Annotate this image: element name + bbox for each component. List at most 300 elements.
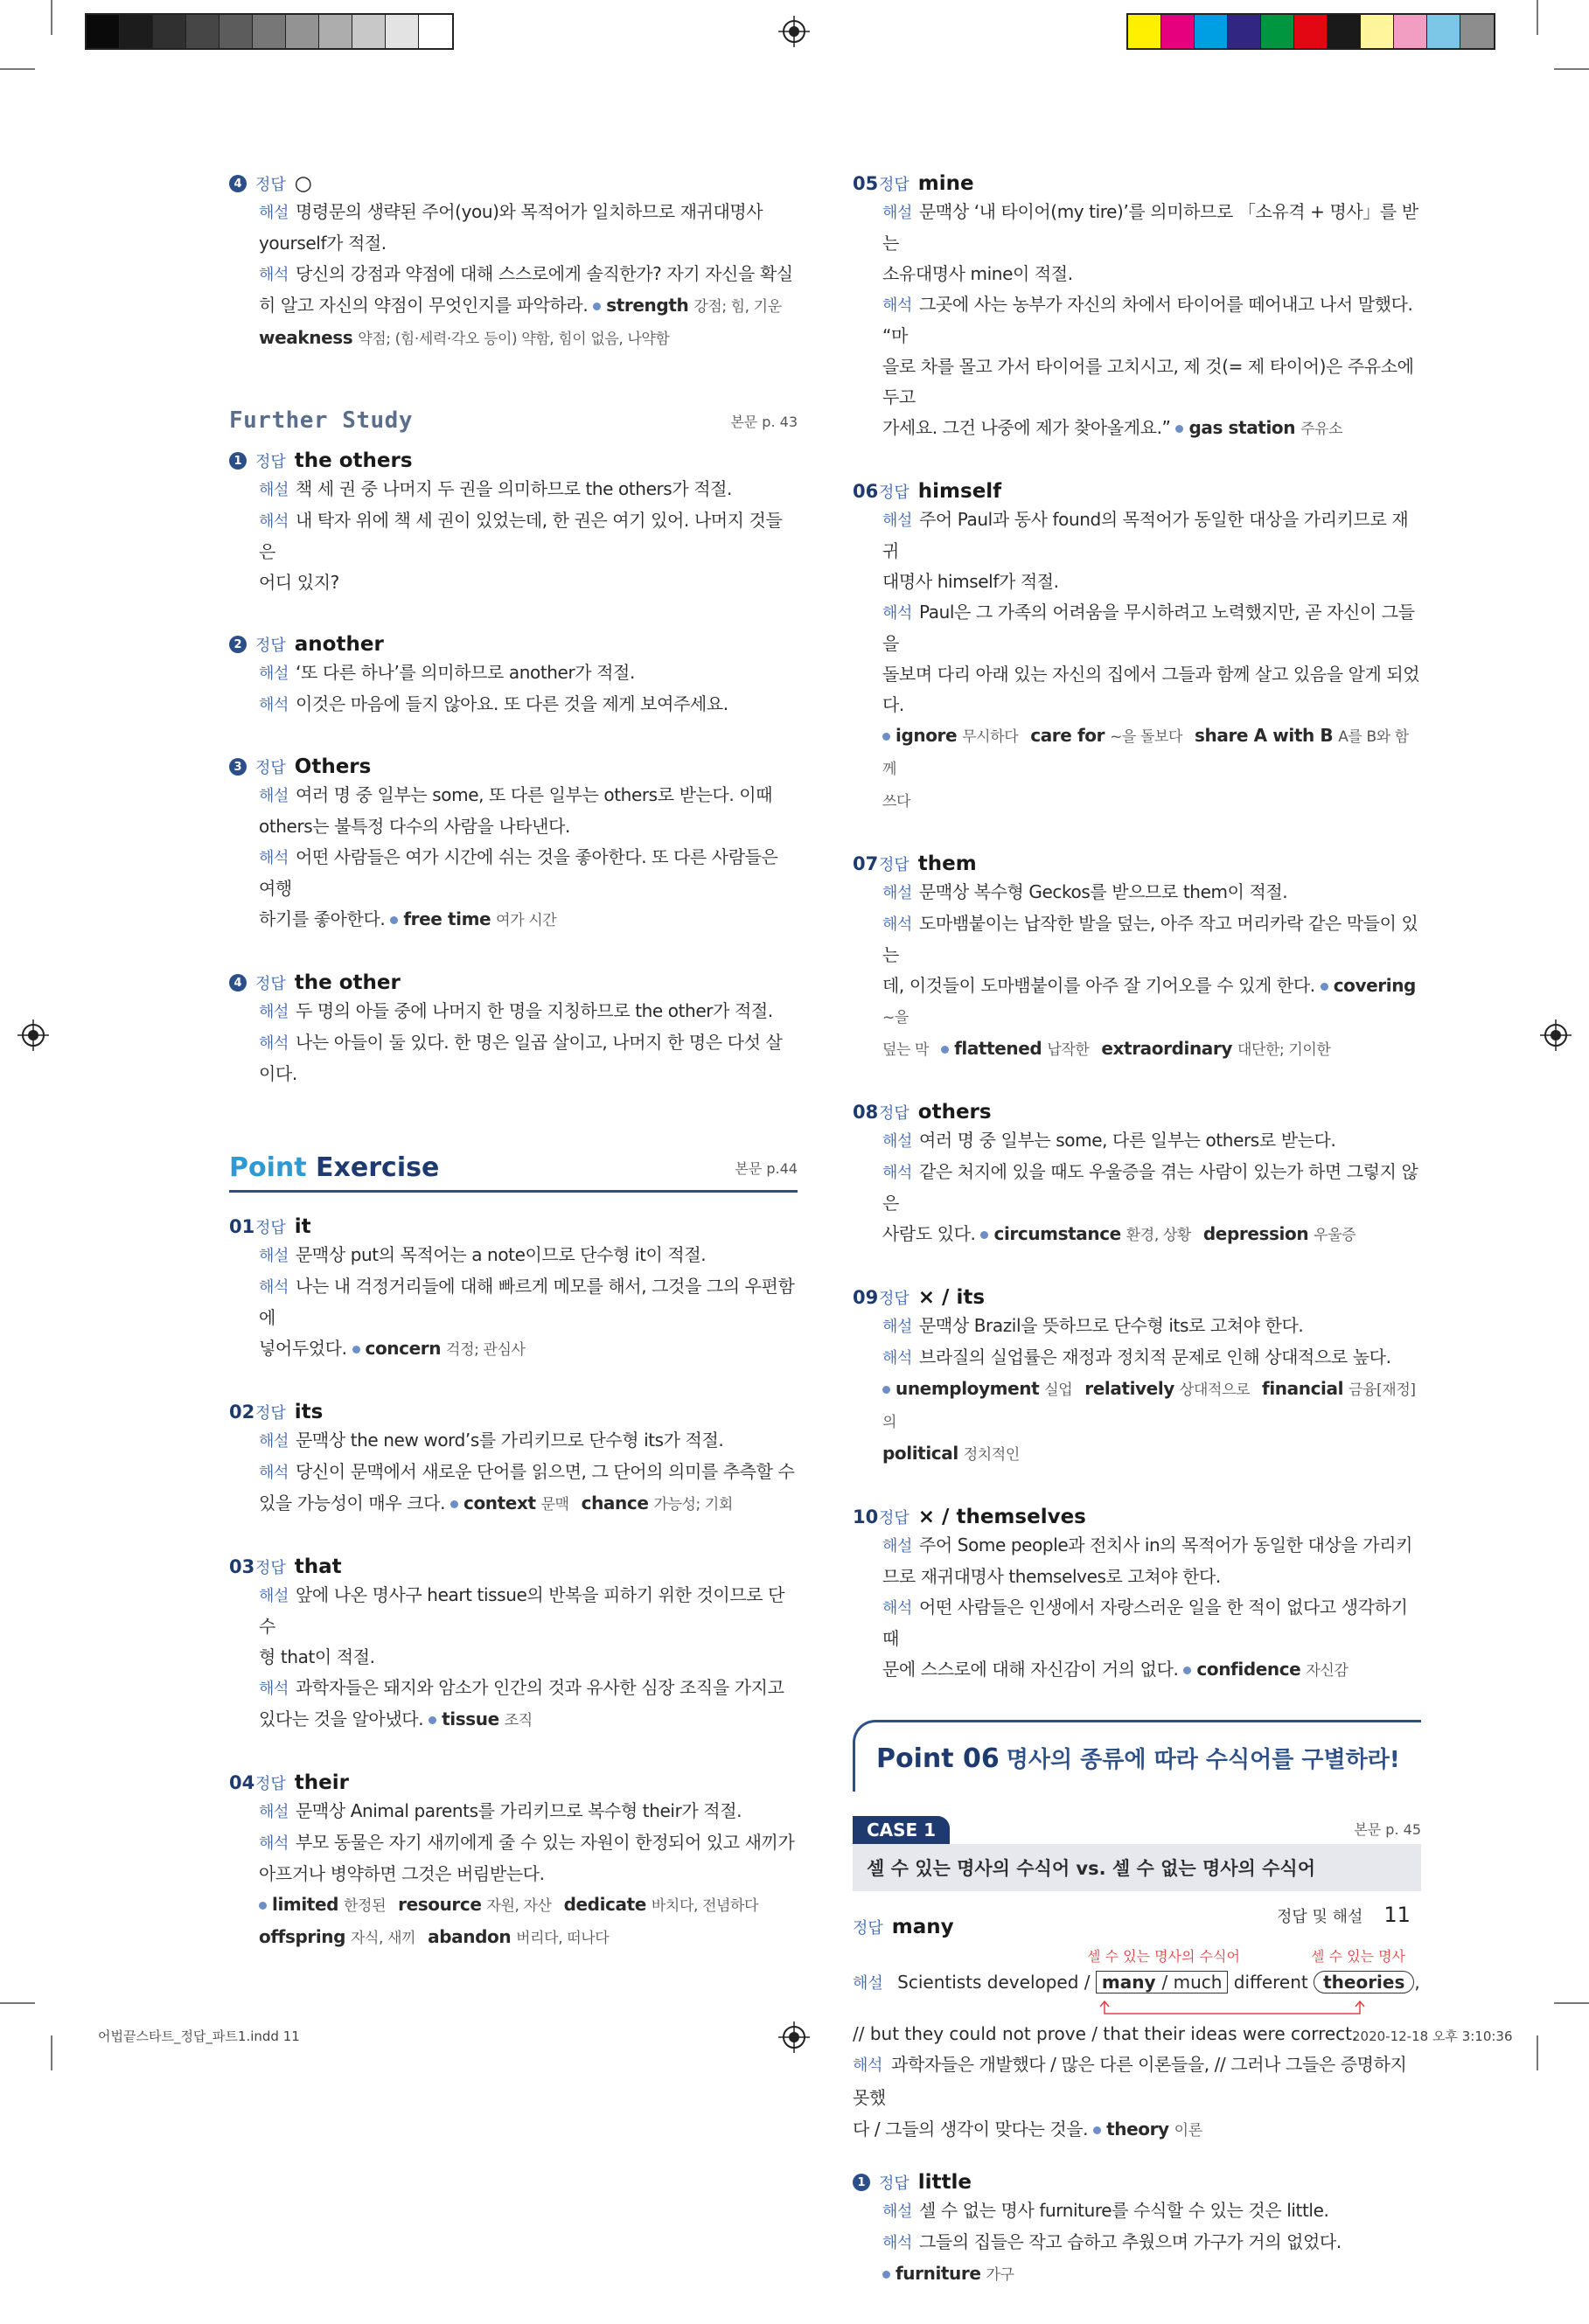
page-reference: 본문 p. 45	[1354, 1821, 1421, 1838]
line-label: 해설	[259, 481, 289, 499]
further-study-entries	[229, 448, 798, 1089]
answer-tag: 정답	[255, 1219, 286, 1237]
color-swatch	[1261, 15, 1294, 48]
vocab-meaning: 바치다, 전념하다	[651, 1897, 759, 1915]
answer-entry	[229, 970, 798, 1089]
vocab-word: extraordinary	[1101, 1038, 1232, 1059]
answer-entry	[229, 1554, 798, 1736]
vocab-meaning: 버리다, 떠나다	[516, 1930, 610, 1947]
answer-line	[229, 1399, 798, 1425]
bullet-icon	[941, 1046, 949, 1054]
line-text: 그들의 집들은 작고 습하고 추웠으며 가구가 거의 없었다.	[918, 2231, 1342, 2252]
vocab-word: depression	[1202, 1223, 1309, 1244]
vocab-meaning: 가능성; 기회	[653, 1496, 733, 1513]
point-exercise-entries	[229, 1214, 798, 1954]
answer-tag: 정답	[879, 2174, 909, 2193]
registration-mark-icon	[778, 16, 810, 47]
explanation-line	[229, 1642, 798, 1673]
explanation-line	[229, 1580, 798, 1642]
vocab-meaning: 강점; 힘, 기운	[693, 298, 782, 316]
bullet-icon	[352, 1346, 360, 1353]
explanation-line	[853, 1219, 1421, 1251]
answer-line	[853, 1284, 1421, 1311]
line-label: 해설	[882, 884, 912, 902]
print-timestamp: 2020-12-18 오후 3:10:36	[1352, 2028, 1513, 2044]
explanation-line	[229, 1488, 798, 1520]
line-text: 문맥상 the new word’s를 가리키므로 단수형 its가 적절.	[295, 1430, 724, 1451]
vocab-word: ignore	[896, 725, 958, 746]
question-badge: 2	[229, 636, 247, 653]
line-label: 해석	[259, 512, 289, 531]
answer-value: another	[294, 633, 384, 656]
line-text: 같은 처지에 있을 때도 우울증을 겪는 사람이 있는가 하면 그렇지 않은	[882, 1161, 1418, 1214]
vocab-meaning: A를 B와 함께	[882, 728, 1409, 778]
answer-entry	[229, 448, 798, 598]
vocab-meaning: 이론	[1174, 2122, 1202, 2140]
color-swatch	[1294, 15, 1328, 48]
explanation-line	[853, 289, 1421, 351]
answer-value: that	[294, 1555, 342, 1578]
bullet-icon	[1183, 1666, 1191, 1674]
vocab-meaning: 정치적인	[963, 1446, 1020, 1464]
explanation-line	[229, 228, 798, 259]
vocab-word: dedicate	[563, 1894, 646, 1915]
explanation-line	[853, 1125, 1421, 1157]
color-swatch	[1361, 15, 1394, 48]
crop-mark	[0, 2002, 35, 2004]
question-number: 07	[853, 853, 879, 874]
answer-value: × / its	[917, 1286, 986, 1309]
bullet-icon	[1321, 983, 1328, 991]
answer-value: the others	[294, 449, 413, 472]
answer-tag: 정답	[255, 176, 286, 194]
line-label: 해설	[259, 1803, 289, 1821]
question-number: 09	[853, 1287, 879, 1308]
answer-value: little	[917, 2171, 972, 2194]
gray-swatch	[352, 15, 386, 48]
explanation-line	[229, 197, 798, 228]
vocab-word: care for	[1030, 725, 1105, 746]
crop-mark	[51, 0, 52, 35]
explanation-line	[229, 996, 798, 1027]
bullet-icon	[593, 303, 601, 310]
line-text: 부모 동물은 자기 새끼에게 줄 수 있는 자원이 한정되어 있고 새끼가	[295, 1832, 795, 1853]
line-label: 해석	[259, 1278, 289, 1297]
answer-tag: 정답	[255, 1404, 286, 1423]
answer-tag: 정답	[879, 1290, 909, 1308]
registration-mark-icon	[1540, 1019, 1572, 1051]
annotation-modifier: 셀 수 있는 명사의 수식어	[1087, 1948, 1240, 1965]
answer-value: himself	[917, 480, 1002, 503]
case-badge: CASE 1	[853, 1816, 950, 1844]
question-badge: 4	[229, 175, 247, 192]
explanation-line	[229, 1796, 798, 1827]
vocab-word: furniture	[896, 2263, 981, 2284]
vocab-meaning: 조직	[504, 1712, 533, 1729]
vocab-meaning: 대단한; 기이한	[1237, 1041, 1331, 1059]
line-label: 해설	[259, 1587, 289, 1605]
line-text: 을로 차를 몰고 가서 타이어를 고치시고, 제 것(= 제 타이어)은 주유소에 두고	[882, 356, 1414, 407]
line-text: 아프거나 병약하면 그것은 버림받는다.	[259, 1863, 545, 1884]
answer-tag: 정답	[879, 1104, 909, 1123]
explanation-line	[853, 1374, 1421, 1438]
line-text: 앞에 나온 명사구 heart tissue의 반복을 피하기 위한 것이므로 단수	[259, 1584, 785, 1637]
explanation-line	[853, 971, 1421, 1033]
line-label: 해석	[882, 296, 912, 315]
gray-swatch	[253, 15, 286, 48]
line-text: 내 탁자 위에 책 세 권이 있었는데, 한 권은 여기 있어. 나머지 것들은	[259, 510, 783, 562]
explanation-line	[229, 1889, 798, 1922]
line-label: 해설	[259, 787, 289, 805]
line-text: 브라질의 실업률은 재정과 정치적 문제로 인해 상대적으로 높다.	[918, 1346, 1391, 1367]
answer-tag: 정답	[255, 975, 286, 993]
bullet-icon	[1093, 2126, 1101, 2134]
vocab-word: gas station	[1188, 417, 1296, 438]
vocab-word: theory	[1106, 2119, 1169, 2140]
vocab-meaning: 자식, 새끼	[351, 1930, 416, 1947]
page-reference: 본문 p. 43	[730, 413, 798, 430]
line-text: 형 that이 적절.	[259, 1646, 375, 1667]
vocab-meaning: 걱정; 관심사	[446, 1341, 526, 1359]
line-text: 여러 명 중 일부는 some, 다른 일부는 others로 받는다.	[918, 1130, 1336, 1151]
line-text: 대명사 himself가 적절.	[882, 571, 1059, 592]
answer-entry	[853, 478, 1421, 818]
line-text: 주어 Some people과 전치사 in의 목적어가 동일한 대상을 가리키	[918, 1534, 1412, 1555]
answer-entry	[229, 1214, 798, 1366]
bullet-icon	[450, 1500, 458, 1508]
crop-mark	[1554, 68, 1589, 70]
bullet-icon	[882, 1386, 890, 1394]
line-label: 해석	[259, 1834, 289, 1853]
gray-swatch	[286, 15, 319, 48]
explanation-line	[229, 290, 798, 323]
answer-value: their	[294, 1771, 349, 1794]
question-number: 10	[853, 1506, 879, 1527]
vocab-word: flattened	[954, 1038, 1042, 1059]
line-label: 해석	[882, 1349, 912, 1367]
gray-swatch	[87, 15, 120, 48]
annotated-sentence: 해설 Scientists developed / many / much different theories ,	[853, 1972, 1420, 1993]
question-badge: 3	[229, 758, 247, 776]
answer-value: × / themselves	[917, 1506, 1086, 1528]
explanation-line	[229, 505, 798, 567]
answer-entry	[229, 1399, 798, 1520]
answer-line	[229, 754, 798, 780]
line-text: 넣어두었다.	[259, 1338, 352, 1359]
explanation-line	[853, 597, 1421, 659]
gray-swatch	[153, 15, 186, 48]
explanation-line	[229, 1271, 798, 1333]
question-badge: 1	[229, 452, 247, 470]
explanation-line	[853, 1157, 1421, 1219]
line-text: 문맥상 ‘내 타이어(my tire)’를 의미하므로 「소유격 + 명사」를 받는	[882, 201, 1418, 254]
answer-value: the other	[294, 971, 401, 994]
explanation-line	[853, 720, 1421, 785]
question-number: 06	[853, 481, 879, 502]
color-swatch	[1394, 15, 1427, 48]
color-swatch	[1328, 15, 1361, 48]
explanation-line	[853, 1592, 1421, 1654]
bullet-icon	[882, 733, 890, 741]
vocab-meaning: 납작한	[1047, 1041, 1090, 1059]
answer-value: Others	[294, 755, 372, 778]
line-label: 해석	[882, 1164, 912, 1182]
answer-line	[853, 851, 1421, 877]
explanation-line	[229, 689, 798, 720]
bullet-icon	[882, 2271, 890, 2279]
vocab-meaning: ~을 돌보다	[1110, 728, 1183, 746]
further-study-header	[229, 407, 798, 434]
vocab-word: share A with B	[1195, 725, 1334, 746]
registration-mark-icon	[778, 2021, 810, 2053]
vocab-word: weakness	[259, 327, 353, 348]
line-label: 해설	[259, 1432, 289, 1451]
explanation-line	[853, 908, 1421, 971]
line-text: 도마뱀붙이는 납작한 발을 덮는, 아주 작고 머리카락 같은 막들이 있는	[882, 913, 1418, 965]
answer-tag: 정답	[255, 759, 286, 777]
line-text: 가세요. 그건 나중에 제가 찾아올게요.”	[882, 417, 1176, 438]
gray-swatch	[386, 15, 419, 48]
answer-value: it	[294, 1215, 311, 1238]
line-text: 있다는 것을 알아냈다.	[259, 1708, 429, 1729]
line-text: 나는 내 걱정거리들에 대해 빠르게 메모를 해서, 그것을 그의 우편함에	[259, 1276, 795, 1328]
point-exercise-entries-continued	[853, 170, 1421, 1687]
modifier-box: many / much	[1096, 1971, 1229, 1993]
vocab-meaning: 주유소	[1300, 421, 1343, 438]
annotation-arrow-icon	[853, 2000, 1421, 2019]
line-text: 주어 Paul과 동사 found의 목적어가 동일한 대상을 가리키므로 재귀	[882, 509, 1409, 561]
explanation-line	[229, 1827, 798, 1859]
answer-line	[229, 970, 798, 996]
line-text: 어떤 사람들은 인생에서 자랑스러운 일을 한 적이 없다고 생각하기 때	[882, 1597, 1408, 1649]
answer-line	[229, 170, 798, 197]
noun-pill: theories	[1314, 1971, 1414, 1993]
gray-swatch	[120, 15, 153, 48]
line-text: others는 불특정 다수의 사람을 나타낸다.	[259, 816, 570, 837]
answer-value: mine	[917, 172, 974, 195]
gray-swatch	[186, 15, 220, 48]
vocab-word: tissue	[442, 1708, 499, 1729]
vocab-word: relatively	[1084, 1378, 1174, 1399]
color-swatch	[1128, 15, 1161, 48]
gray-swatch	[319, 15, 352, 48]
answer-tag: 정답	[879, 484, 909, 502]
line-text: 두 명의 아들 중에 나머지 한 명을 지칭하므로 the other가 적절.	[295, 1000, 773, 1021]
answer-line	[853, 1504, 1421, 1530]
vocab-meaning: 우울증	[1314, 1227, 1356, 1244]
right-column	[853, 170, 1421, 2324]
process-color-bar	[1126, 13, 1495, 50]
answer-entry	[853, 170, 1421, 445]
explanation-line	[229, 1425, 798, 1457]
explanation-line	[853, 2227, 1421, 2258]
gray-swatch	[220, 15, 253, 48]
line-label: 해석	[259, 696, 289, 714]
vocab-word: political	[882, 1443, 958, 1464]
answer-entry	[853, 1284, 1421, 1471]
vocab-word: offspring	[259, 1926, 346, 1947]
vocab-meaning: 무시하다	[962, 728, 1019, 746]
explanation-line	[853, 351, 1421, 413]
line-text: 하기를 좋아한다.	[259, 908, 391, 929]
case-answer-entry	[853, 2169, 1421, 2291]
line-text: ‘또 다른 하나’를 의미하므로 another가 적절.	[295, 662, 635, 683]
line-label: 해설	[882, 204, 912, 222]
line-label: 해석	[259, 1034, 289, 1053]
answer-line	[229, 448, 798, 474]
answer-value: its	[294, 1401, 324, 1423]
line-label: 해설	[882, 2202, 912, 2221]
point-06-title: Point 06 명사의 종류에 따라 수식어를 구별하라!	[876, 1743, 1400, 1774]
explanation-line	[229, 1859, 798, 1889]
explanation-line	[853, 504, 1421, 567]
explanation-line	[229, 842, 798, 904]
point-exercise-title: Point Exercise	[229, 1152, 440, 1183]
question-badge: 4	[229, 974, 247, 992]
answer-line	[229, 631, 798, 658]
line-text: 사람도 있다.	[882, 1223, 981, 1244]
line-label: 해설	[882, 1318, 912, 1336]
question-number: 08	[853, 1102, 879, 1123]
bullet-icon	[1175, 425, 1183, 433]
explanation-line	[853, 1311, 1421, 1342]
answer-line	[853, 170, 1421, 197]
line-text: 있을 가능성이 매우 크다.	[259, 1493, 450, 1513]
page-number: 11	[1383, 1903, 1411, 1927]
explanation-line	[229, 1027, 798, 1089]
explanation-line	[853, 785, 1421, 818]
question-number: 02	[229, 1402, 255, 1423]
answer-tag: 정답	[255, 1775, 286, 1793]
line-label: 해석	[259, 849, 289, 867]
line-label: 해설	[882, 1132, 912, 1151]
line-label: 해설	[259, 664, 289, 683]
case-answer: 정답 many 셀 수 있는 명사의 수식어 셀 수 있는 명사 해설 Scientists developed / many / much different theories , // but they could not prove / that their ideas were correct. 해석 과학자들은 개발했다 / 많은 다른 이론들을, // 그러나 그들은 증명하지 못했 다 / 그들의 생각이 맞다는 것을. theory 이론	[853, 1916, 1420, 2140]
explanation-line	[853, 1530, 1421, 1562]
gray-color-bar	[85, 13, 454, 50]
vocab-word: resource	[398, 1894, 482, 1915]
annotation-noun: 셀 수 있는 명사	[1311, 1948, 1405, 1965]
line-label: 해설	[259, 204, 289, 222]
explanation-line	[229, 811, 798, 842]
vocab-word: unemployment	[896, 1378, 1040, 1399]
vocab-word: chance	[581, 1493, 649, 1513]
answer-line	[853, 1099, 1421, 1125]
answer-value: them	[917, 852, 977, 875]
line-text: 과학자들은 돼지와 암소가 인간의 것과 유사한 심장 조직을 가지고	[295, 1677, 784, 1698]
answer-tag: 정답	[879, 1509, 909, 1527]
explanation-line	[229, 474, 798, 505]
point-exercise-header	[229, 1152, 798, 1183]
vocab-meaning: ~을	[882, 1009, 909, 1026]
case-subtitle: 셀 수 있는 명사의 수식어 vs. 셀 수 없는 명사의 수식어	[853, 1844, 1421, 1891]
explanation-line	[229, 658, 798, 689]
explanation-line	[229, 780, 798, 811]
line-label: 해석	[259, 266, 289, 284]
line-label: 해석	[882, 915, 912, 934]
explanation-line	[853, 2258, 1421, 2291]
vocab-word: context	[463, 1493, 536, 1513]
explanation-line	[853, 877, 1421, 908]
answer-line	[853, 2169, 1421, 2195]
color-swatch	[1427, 15, 1460, 48]
vocab-word: strength	[606, 295, 689, 316]
left-column	[229, 170, 798, 1987]
line-text: 책 세 권 중 나머지 두 권을 의미하므로 the others가 적절.	[295, 478, 732, 499]
line-text: 문맥상 put의 목적어는 a note이므로 단수형 it이 적절.	[295, 1244, 707, 1265]
line-label: 해석	[259, 1464, 289, 1482]
answer-tag: 정답	[879, 856, 909, 874]
line-text: 문맥상 Brazil을 뜻하므로 단수형 its로 고쳐야 한다.	[918, 1315, 1304, 1336]
answer-line	[229, 1554, 798, 1580]
explanation-line	[853, 1562, 1421, 1592]
line-label: 해석	[882, 1599, 912, 1618]
vocab-word: circumstance	[993, 1223, 1121, 1244]
explanation-line	[229, 567, 798, 598]
vocab-meaning: 가구	[986, 2266, 1014, 2284]
line-text: 나는 아들이 둘 있다. 한 명은 일곱 살이고, 나머지 한 명은 다섯 살이다.	[259, 1032, 783, 1084]
question-number: 04	[229, 1772, 255, 1793]
point-06-header	[853, 1720, 1421, 1792]
line-text: Paul은 그 가족의 어려움을 무시하려고 노력했지만, 곧 자신이 그들을	[882, 602, 1415, 654]
line-label: 해설	[882, 1537, 912, 1555]
bullet-icon	[390, 916, 398, 924]
line-label: 해석	[259, 1680, 289, 1698]
explanation-line	[853, 1438, 1421, 1471]
answer-entry	[229, 1770, 798, 1954]
answer-line	[229, 1770, 798, 1796]
answer-entry	[853, 1099, 1421, 1251]
line-label: 해설	[259, 1003, 289, 1021]
explanation-line	[229, 1673, 798, 1704]
explanation-line	[229, 1922, 798, 1954]
answer-entry	[229, 754, 798, 936]
page-footer	[1277, 1903, 1411, 1927]
explanation-line	[229, 1704, 798, 1736]
explanation-line	[853, 1342, 1421, 1374]
line-label: 해석	[882, 604, 912, 623]
registration-mark-icon	[17, 1019, 49, 1051]
vocab-meaning: 자신감	[1306, 1662, 1349, 1680]
vocab-meaning: 쓰다	[882, 793, 911, 811]
crop-mark	[51, 2035, 52, 2070]
explanation-line	[853, 413, 1421, 445]
line-text: 셀 수 없는 명사 furniture를 수식할 수 있는 것은 little.	[918, 2200, 1329, 2221]
vocab-word: concern	[365, 1338, 442, 1359]
crop-mark	[1537, 0, 1538, 35]
vocab-meaning: 여가 시간	[496, 912, 557, 929]
answer-value: others	[917, 1101, 992, 1124]
answer-entry	[853, 851, 1421, 1066]
crop-mark	[0, 68, 35, 70]
bullet-icon	[980, 1231, 988, 1239]
line-text: 당신의 강점과 약점에 대해 스스로에게 솔직한가? 자기 자신을 확실	[295, 263, 793, 284]
explanation-line	[853, 1654, 1421, 1687]
crop-mark	[1537, 2035, 1538, 2070]
line-text: 히 알고 자신의 약점이 무엇인지를 파악하라.	[259, 295, 594, 316]
case-header	[853, 1816, 1421, 1844]
section-divider	[229, 1190, 798, 1193]
vocab-meaning: 한정된	[344, 1897, 387, 1915]
explanation-line	[229, 1333, 798, 1366]
line-text: 문맥상 Animal parents를 가리키므로 복수형 their가 적절.	[295, 1800, 742, 1821]
question-number: 01	[229, 1216, 255, 1237]
explanation-line	[853, 659, 1421, 720]
file-info: 어법끝스타트_정답_파트1.indd 11	[98, 2028, 300, 2044]
vocab-meaning: 자원, 자산	[486, 1897, 552, 1915]
page-reference: 본문 p.44	[735, 1160, 798, 1177]
page-label: 정답 및 해설	[1277, 1908, 1363, 1926]
